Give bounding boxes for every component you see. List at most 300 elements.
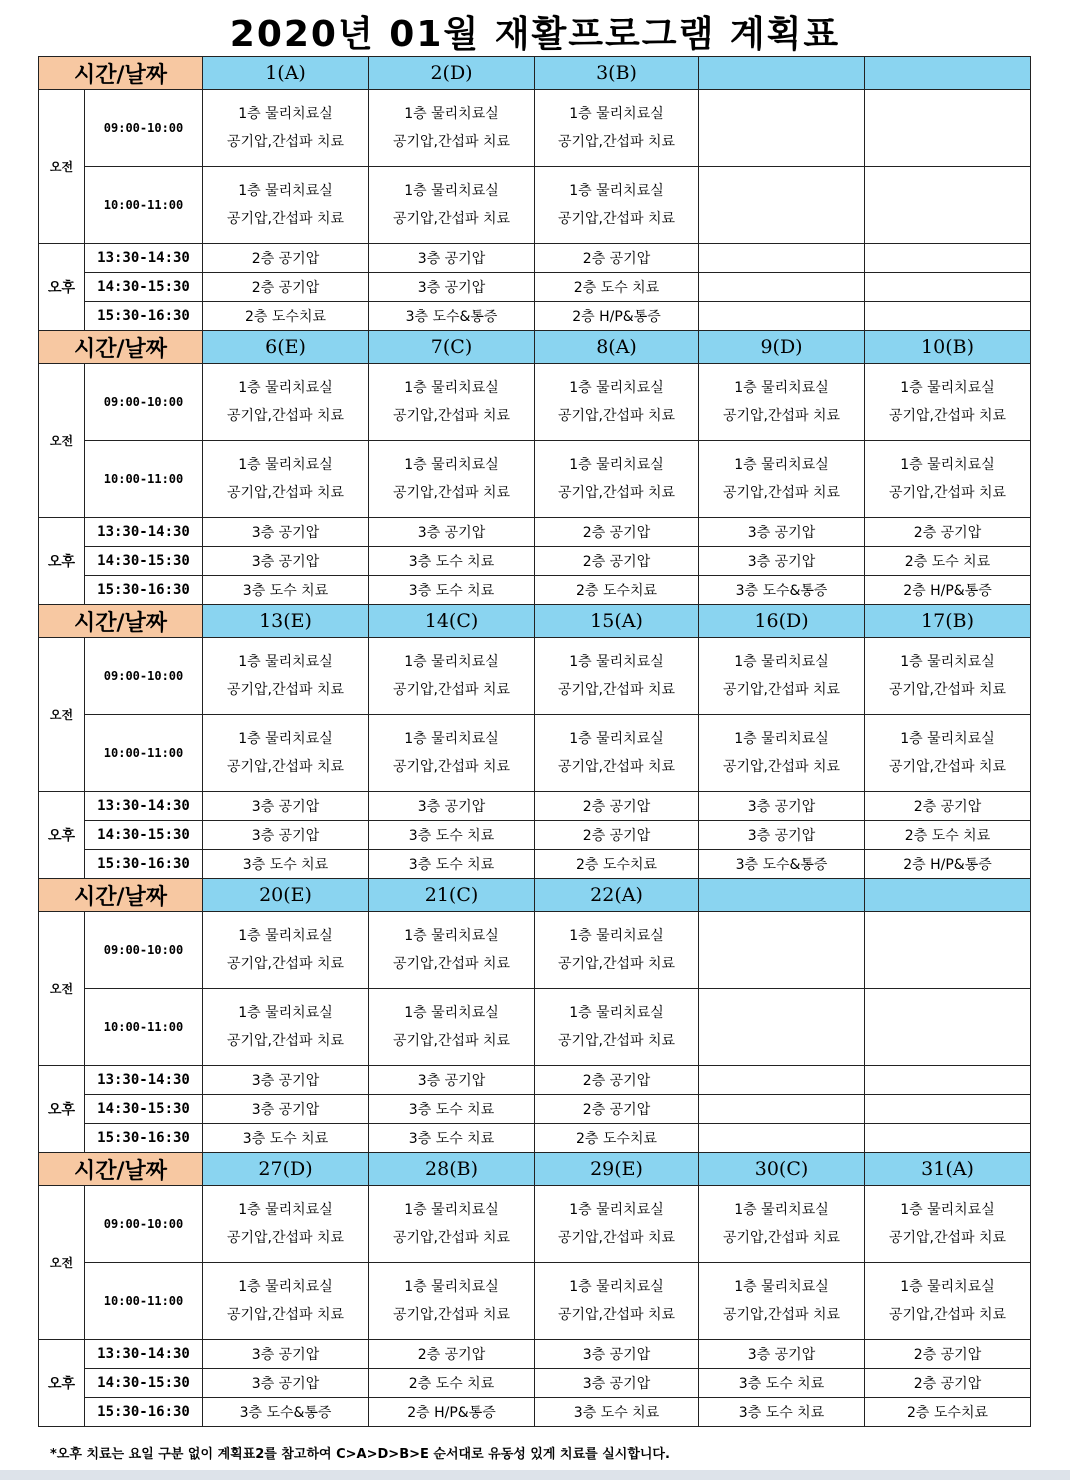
- time-slot-label: 14:30-15:30: [85, 273, 203, 302]
- week-header-row: [39, 331, 1031, 364]
- schedule-cell: 3층 공기압: [203, 518, 369, 547]
- period-am-label: 오전: [39, 638, 85, 792]
- schedule-cell: 3층 공기압: [203, 547, 369, 576]
- cell-location: 1층 물리치료실: [734, 731, 829, 747]
- cell-treatment: 공기압,간섭파 치료: [557, 408, 676, 424]
- schedule-cell: 2층 H/P&통증: [535, 302, 699, 331]
- schedule-cell: [865, 1124, 1031, 1153]
- cell-treatment: 공기압,간섭파 치료: [888, 408, 1007, 424]
- schedule-table: [38, 56, 1031, 1427]
- cell-location: 1층 물리치료실: [238, 1202, 333, 1218]
- am-slot-row: [39, 364, 1031, 441]
- day-header: 10(B): [865, 331, 1031, 364]
- cell-treatment: 공기압,간섭파 치료: [226, 759, 345, 775]
- cell-treatment: 공기압,간섭파 치료: [392, 759, 511, 775]
- cell-location: 1층 물리치료실: [238, 928, 333, 944]
- schedule-cell: [203, 989, 369, 1066]
- schedule-cell: 2층 공기압: [369, 1340, 535, 1369]
- schedule-cell: [369, 90, 535, 167]
- week-header-row: [39, 879, 1031, 912]
- pm-slot-row: [39, 821, 1031, 850]
- cell-location: 1층 물리치료실: [900, 1279, 995, 1295]
- schedule-cell: 3층 도수 치료: [203, 1124, 369, 1153]
- day-header: 13(E): [203, 605, 369, 638]
- day-header: 27(D): [203, 1153, 369, 1186]
- period-am-label: 오전: [39, 364, 85, 518]
- cell-location: 1층 물리치료실: [404, 106, 499, 122]
- cell-treatment: 공기압,간섭파 치료: [392, 956, 511, 972]
- am-slot-row: [39, 638, 1031, 715]
- schedule-cell: [535, 364, 699, 441]
- time-slot-label: 10:00-11:00: [85, 1263, 203, 1340]
- cell-location: 1층 물리치료실: [404, 380, 499, 396]
- schedule-cell: [369, 638, 535, 715]
- period-pm-label: 오후: [39, 518, 85, 605]
- schedule-cell: [699, 441, 865, 518]
- cell-treatment: 공기압,간섭파 치료: [888, 485, 1007, 501]
- cell-treatment: 공기압,간섭파 치료: [557, 682, 676, 698]
- schedule-cell: 2층 공기압: [535, 1095, 699, 1124]
- cell-location: 1층 물리치료실: [900, 380, 995, 396]
- schedule-cell: 3층 공기압: [203, 1369, 369, 1398]
- schedule-cell: 2층 공기압: [535, 1066, 699, 1095]
- schedule-cell: [865, 167, 1031, 244]
- schedule-cell: 2층 공기압: [535, 547, 699, 576]
- time-slot-label: 15:30-16:30: [85, 850, 203, 879]
- cell-location: 1층 물리치료실: [569, 380, 664, 396]
- schedule-cell: [699, 302, 865, 331]
- schedule-cell: 2층 H/P&통증: [865, 850, 1031, 879]
- day-header: 16(D): [699, 605, 865, 638]
- cell-location: 1층 물리치료실: [900, 731, 995, 747]
- schedule-cell: [369, 1186, 535, 1263]
- time-slot-label: 14:30-15:30: [85, 1095, 203, 1124]
- cell-treatment: 공기압,간섭파 치료: [722, 1307, 841, 1323]
- cell-treatment: 공기압,간섭파 치료: [557, 1033, 676, 1049]
- cell-location: 1층 물리치료실: [238, 654, 333, 670]
- day-header: 14(C): [369, 605, 535, 638]
- schedule-cell: [699, 90, 865, 167]
- time-slot-label: 14:30-15:30: [85, 1369, 203, 1398]
- footnote: *오후 치료는 요일 구분 없이 계획표2를 참고하여 C>A>D>B>E 순서대로 유동성 있게 치료를 실시합니다.: [50, 1447, 670, 1462]
- schedule-cell: [203, 638, 369, 715]
- bottom-divider: [0, 1470, 1070, 1480]
- am-slot-row: [39, 989, 1031, 1066]
- time-slot-label: 13:30-14:30: [85, 518, 203, 547]
- schedule-cell: [865, 273, 1031, 302]
- cell-location: 1층 물리치료실: [238, 106, 333, 122]
- schedule-cell: 3층 도수 치료: [699, 1398, 865, 1427]
- schedule-cell: 3층 도수&통증: [203, 1398, 369, 1427]
- schedule-cell: 2층 도수치료: [203, 302, 369, 331]
- cell-treatment: 공기압,간섭파 치료: [392, 485, 511, 501]
- schedule-cell: [535, 715, 699, 792]
- schedule-cell: 3층 공기압: [699, 1340, 865, 1369]
- cell-treatment: 공기압,간섭파 치료: [226, 408, 345, 424]
- cell-location: 1층 물리치료실: [900, 654, 995, 670]
- time-slot-label: 10:00-11:00: [85, 989, 203, 1066]
- cell-location: 1층 물리치료실: [404, 928, 499, 944]
- schedule-cell: [369, 364, 535, 441]
- schedule-cell: 2층 H/P&통증: [865, 576, 1031, 605]
- cell-location: 1층 물리치료실: [404, 1005, 499, 1021]
- schedule-cell: [369, 167, 535, 244]
- cell-treatment: 공기압,간섭파 치료: [722, 1230, 841, 1246]
- cell-location: 1층 물리치료실: [238, 1005, 333, 1021]
- schedule-cell: 3층 도수&통증: [699, 850, 865, 879]
- schedule-cell: 3층 공기압: [369, 518, 535, 547]
- cell-treatment: 공기압,간섭파 치료: [392, 1033, 511, 1049]
- schedule-cell: 2층 도수 치료: [865, 547, 1031, 576]
- schedule-cell: [535, 90, 699, 167]
- schedule-cell: [535, 167, 699, 244]
- period-pm-label: 오후: [39, 792, 85, 879]
- schedule-cell: [865, 244, 1031, 273]
- schedule-cell: [203, 441, 369, 518]
- day-header: 2(D): [369, 57, 535, 90]
- cell-location: 1층 물리치료실: [569, 731, 664, 747]
- schedule-cell: [203, 1186, 369, 1263]
- schedule-cell: 3층 공기압: [203, 821, 369, 850]
- cell-location: 1층 물리치료실: [569, 106, 664, 122]
- time-slot-label: 13:30-14:30: [85, 1066, 203, 1095]
- period-pm-label: 오후: [39, 244, 85, 331]
- pm-slot-row: [39, 576, 1031, 605]
- cell-location: 1층 물리치료실: [569, 654, 664, 670]
- schedule-cell: 2층 공기압: [865, 792, 1031, 821]
- cell-location: 1층 물리치료실: [404, 731, 499, 747]
- cell-treatment: 공기압,간섭파 치료: [557, 211, 676, 227]
- schedule-cell: [699, 638, 865, 715]
- am-slot-row: [39, 441, 1031, 518]
- schedule-cell: 2층 공기압: [535, 518, 699, 547]
- schedule-cell: 3층 공기압: [699, 547, 865, 576]
- cell-treatment: 공기압,간섭파 치료: [557, 485, 676, 501]
- schedule-cell: [865, 1186, 1031, 1263]
- schedule-cell: 2층 도수 치료: [865, 821, 1031, 850]
- schedule-cell: 2층 공기압: [865, 1369, 1031, 1398]
- schedule-cell: [865, 441, 1031, 518]
- schedule-cell: [369, 1263, 535, 1340]
- time-slot-label: 14:30-15:30: [85, 547, 203, 576]
- schedule-body: [39, 57, 1031, 1427]
- cell-treatment: 공기압,간섭파 치료: [722, 682, 841, 698]
- schedule-cell: 3층 공기압: [369, 244, 535, 273]
- schedule-cell: [699, 167, 865, 244]
- cell-treatment: 공기압,간섭파 치료: [226, 1033, 345, 1049]
- period-am-label: 오전: [39, 1186, 85, 1340]
- cell-location: 1층 물리치료실: [569, 1202, 664, 1218]
- schedule-cell: [865, 90, 1031, 167]
- header-time-date-label: 시간/날짜: [39, 605, 203, 638]
- cell-location: 1층 물리치료실: [569, 1005, 664, 1021]
- schedule-cell: [865, 364, 1031, 441]
- day-header: 22(A): [535, 879, 699, 912]
- cell-treatment: 공기압,간섭파 치료: [722, 485, 841, 501]
- schedule-cell: 3층 도수 치료: [203, 576, 369, 605]
- header-time-date-label: 시간/날짜: [39, 1153, 203, 1186]
- am-slot-row: [39, 1186, 1031, 1263]
- day-header: 9(D): [699, 331, 865, 364]
- day-header: [699, 57, 865, 90]
- schedule-cell: [865, 302, 1031, 331]
- cell-location: 1층 물리치료실: [238, 183, 333, 199]
- schedule-cell: 3층 도수 치료: [535, 1398, 699, 1427]
- schedule-cell: [203, 364, 369, 441]
- day-header: 15(A): [535, 605, 699, 638]
- schedule-cell: 3층 공기압: [203, 1095, 369, 1124]
- schedule-cell: 3층 도수 치료: [369, 547, 535, 576]
- cell-treatment: 공기압,간섭파 치료: [392, 408, 511, 424]
- cell-treatment: 공기압,간섭파 치료: [722, 408, 841, 424]
- cell-treatment: 공기압,간섭파 치료: [888, 682, 1007, 698]
- schedule-cell: [699, 273, 865, 302]
- cell-location: 1층 물리치료실: [404, 457, 499, 473]
- schedule-cell: [535, 441, 699, 518]
- cell-treatment: 공기압,간섭파 치료: [557, 956, 676, 972]
- time-slot-label: 13:30-14:30: [85, 792, 203, 821]
- period-am-label: 오전: [39, 90, 85, 244]
- schedule-cell: 2층 공기압: [865, 1340, 1031, 1369]
- schedule-cell: [865, 1066, 1031, 1095]
- schedule-cell: 2층 공기압: [535, 821, 699, 850]
- cell-treatment: 공기압,간섭파 치료: [888, 1230, 1007, 1246]
- day-header: [865, 879, 1031, 912]
- schedule-cell: 2층 도수치료: [865, 1398, 1031, 1427]
- schedule-cell: 3층 공기압: [699, 792, 865, 821]
- week-header-row: [39, 605, 1031, 638]
- cell-treatment: 공기압,간섭파 치료: [226, 956, 345, 972]
- day-header: 6(E): [203, 331, 369, 364]
- schedule-cell: 3층 도수 치료: [699, 1369, 865, 1398]
- schedule-cell: [203, 90, 369, 167]
- schedule-cell: 3층 도수 치료: [369, 576, 535, 605]
- cell-location: 1층 물리치료실: [404, 1202, 499, 1218]
- schedule-cell: 3층 도수&통증: [699, 576, 865, 605]
- day-header: [699, 879, 865, 912]
- schedule-cell: [699, 364, 865, 441]
- schedule-cell: 2층 공기압: [865, 518, 1031, 547]
- time-slot-label: 09:00-10:00: [85, 1186, 203, 1263]
- time-slot-label: 15:30-16:30: [85, 576, 203, 605]
- am-slot-row: [39, 90, 1031, 167]
- schedule-cell: [699, 1066, 865, 1095]
- time-slot-label: 13:30-14:30: [85, 1340, 203, 1369]
- day-header: 7(C): [369, 331, 535, 364]
- schedule-cell: 3층 공기압: [369, 792, 535, 821]
- cell-location: 1층 물리치료실: [734, 380, 829, 396]
- time-slot-label: 09:00-10:00: [85, 90, 203, 167]
- pm-slot-row: [39, 302, 1031, 331]
- cell-location: 1층 물리치료실: [900, 1202, 995, 1218]
- period-am-label: 오전: [39, 912, 85, 1066]
- pm-slot-row: [39, 1066, 1031, 1095]
- schedule-cell: 3층 공기압: [699, 518, 865, 547]
- cell-treatment: 공기압,간섭파 치료: [392, 682, 511, 698]
- pm-slot-row: [39, 518, 1031, 547]
- cell-location: 1층 물리치료실: [238, 731, 333, 747]
- schedule-cell: 2층 도수치료: [535, 850, 699, 879]
- cell-treatment: 공기압,간섭파 치료: [722, 759, 841, 775]
- schedule-cell: 2층 공기압: [535, 244, 699, 273]
- schedule-cell: 2층 공기압: [203, 273, 369, 302]
- day-header: 21(C): [369, 879, 535, 912]
- schedule-cell: [535, 989, 699, 1066]
- schedule-cell: [865, 715, 1031, 792]
- schedule-cell: [203, 1263, 369, 1340]
- cell-location: 1층 물리치료실: [238, 457, 333, 473]
- schedule-cell: [865, 638, 1031, 715]
- schedule-cell: 2층 도수 치료: [369, 1369, 535, 1398]
- header-time-date-label: 시간/날짜: [39, 331, 203, 364]
- week-header-row: [39, 57, 1031, 90]
- cell-treatment: 공기압,간섭파 치료: [226, 682, 345, 698]
- schedule-cell: 3층 도수 치료: [203, 850, 369, 879]
- cell-treatment: 공기압,간섭파 치료: [226, 1307, 345, 1323]
- schedule-cell: [535, 1186, 699, 1263]
- header-time-date-label: 시간/날짜: [39, 57, 203, 90]
- pm-slot-row: [39, 1398, 1031, 1427]
- cell-treatment: 공기압,간섭파 치료: [226, 134, 345, 150]
- cell-location: 1층 물리치료실: [238, 380, 333, 396]
- schedule-cell: 3층 공기압: [203, 792, 369, 821]
- cell-location: 1층 물리치료실: [734, 1279, 829, 1295]
- day-header: 17(B): [865, 605, 1031, 638]
- schedule-cell: 3층 도수 치료: [369, 1095, 535, 1124]
- day-header: 30(C): [699, 1153, 865, 1186]
- cell-treatment: 공기압,간섭파 치료: [392, 134, 511, 150]
- schedule-cell: 3층 공기압: [369, 273, 535, 302]
- day-header: 28(B): [369, 1153, 535, 1186]
- cell-treatment: 공기압,간섭파 치료: [557, 1230, 676, 1246]
- period-pm-label: 오후: [39, 1340, 85, 1427]
- schedule-cell: [699, 989, 865, 1066]
- cell-treatment: 공기압,간섭파 치료: [392, 211, 511, 227]
- schedule-cell: [699, 715, 865, 792]
- schedule-cell: 3층 도수 치료: [369, 1124, 535, 1153]
- schedule-cell: 3층 공기압: [203, 1066, 369, 1095]
- pm-slot-row: [39, 1095, 1031, 1124]
- cell-treatment: 공기압,간섭파 치료: [557, 1307, 676, 1323]
- pm-slot-row: [39, 244, 1031, 273]
- cell-location: 1층 물리치료실: [404, 1279, 499, 1295]
- schedule-cell: 2층 공기압: [535, 792, 699, 821]
- day-header: 8(A): [535, 331, 699, 364]
- pm-slot-row: [39, 850, 1031, 879]
- time-slot-label: 09:00-10:00: [85, 912, 203, 989]
- cell-treatment: 공기압,간섭파 치료: [226, 485, 345, 501]
- schedule-cell: [203, 167, 369, 244]
- pm-slot-row: [39, 1124, 1031, 1153]
- schedule-cell: 3층 공기압: [535, 1369, 699, 1398]
- schedule-cell: 2층 도수치료: [535, 576, 699, 605]
- period-pm-label: 오후: [39, 1066, 85, 1153]
- am-slot-row: [39, 912, 1031, 989]
- cell-location: 1층 물리치료실: [734, 654, 829, 670]
- schedule-cell: [203, 912, 369, 989]
- cell-location: 1층 물리치료실: [404, 654, 499, 670]
- time-slot-label: 14:30-15:30: [85, 821, 203, 850]
- cell-location: 1층 물리치료실: [569, 928, 664, 944]
- schedule-cell: [535, 1263, 699, 1340]
- pm-slot-row: [39, 547, 1031, 576]
- pm-slot-row: [39, 1369, 1031, 1398]
- schedule-cell: [535, 638, 699, 715]
- time-slot-label: 09:00-10:00: [85, 638, 203, 715]
- time-slot-label: 10:00-11:00: [85, 167, 203, 244]
- pm-slot-row: [39, 1340, 1031, 1369]
- cell-location: 1층 물리치료실: [734, 457, 829, 473]
- cell-location: 1층 물리치료실: [238, 1279, 333, 1295]
- time-slot-label: 13:30-14:30: [85, 244, 203, 273]
- schedule-cell: [369, 441, 535, 518]
- cell-location: 1층 물리치료실: [569, 1279, 664, 1295]
- schedule-cell: [865, 989, 1031, 1066]
- cell-treatment: 공기압,간섭파 치료: [888, 759, 1007, 775]
- schedule-cell: 3층 공기압: [203, 1340, 369, 1369]
- schedule-cell: [535, 912, 699, 989]
- day-header: [865, 57, 1031, 90]
- schedule-cell: [699, 1095, 865, 1124]
- day-header: 31(A): [865, 1153, 1031, 1186]
- day-header: 3(B): [535, 57, 699, 90]
- schedule-cell: 3층 공기압: [535, 1340, 699, 1369]
- cell-location: 1층 물리치료실: [569, 457, 664, 473]
- pm-slot-row: [39, 273, 1031, 302]
- schedule-cell: [369, 715, 535, 792]
- cell-location: 1층 물리치료실: [569, 183, 664, 199]
- time-slot-label: 15:30-16:30: [85, 1124, 203, 1153]
- time-slot-label: 15:30-16:30: [85, 1398, 203, 1427]
- time-slot-label: 10:00-11:00: [85, 441, 203, 518]
- day-header: 20(E): [203, 879, 369, 912]
- schedule-cell: [699, 244, 865, 273]
- schedule-cell: 3층 공기압: [699, 821, 865, 850]
- schedule-cell: [865, 1095, 1031, 1124]
- cell-location: 1층 물리치료실: [404, 183, 499, 199]
- header-time-date-label: 시간/날짜: [39, 879, 203, 912]
- pm-slot-row: [39, 792, 1031, 821]
- cell-location: 1층 물리치료실: [734, 1202, 829, 1218]
- page-title: 2020년 01월 재활프로그램 계획표: [229, 14, 841, 55]
- schedule-cell: 3층 도수 치료: [369, 821, 535, 850]
- day-header: 1(A): [203, 57, 369, 90]
- schedule-cell: [865, 1263, 1031, 1340]
- schedule-cell: 3층 공기압: [369, 1066, 535, 1095]
- schedule-cell: [699, 1186, 865, 1263]
- cell-treatment: 공기압,간섭파 치료: [226, 1230, 345, 1246]
- schedule-cell: [865, 912, 1031, 989]
- schedule-cell: 2층 공기압: [203, 244, 369, 273]
- schedule-cell: 2층 H/P&통증: [369, 1398, 535, 1427]
- cell-treatment: 공기압,간섭파 치료: [392, 1230, 511, 1246]
- time-slot-label: 15:30-16:30: [85, 302, 203, 331]
- schedule-cell: [369, 989, 535, 1066]
- cell-treatment: 공기압,간섭파 치료: [557, 759, 676, 775]
- week-header-row: [39, 1153, 1031, 1186]
- schedule-cell: [369, 912, 535, 989]
- schedule-cell: 2층 도수치료: [535, 1124, 699, 1153]
- am-slot-row: [39, 167, 1031, 244]
- schedule-cell: 2층 도수 치료: [535, 273, 699, 302]
- cell-treatment: 공기압,간섭파 치료: [392, 1307, 511, 1323]
- cell-treatment: 공기압,간섭파 치료: [888, 1307, 1007, 1323]
- cell-treatment: 공기압,간섭파 치료: [557, 134, 676, 150]
- cell-location: 1층 물리치료실: [900, 457, 995, 473]
- am-slot-row: [39, 715, 1031, 792]
- cell-treatment: 공기압,간섭파 치료: [226, 211, 345, 227]
- schedule-cell: [203, 715, 369, 792]
